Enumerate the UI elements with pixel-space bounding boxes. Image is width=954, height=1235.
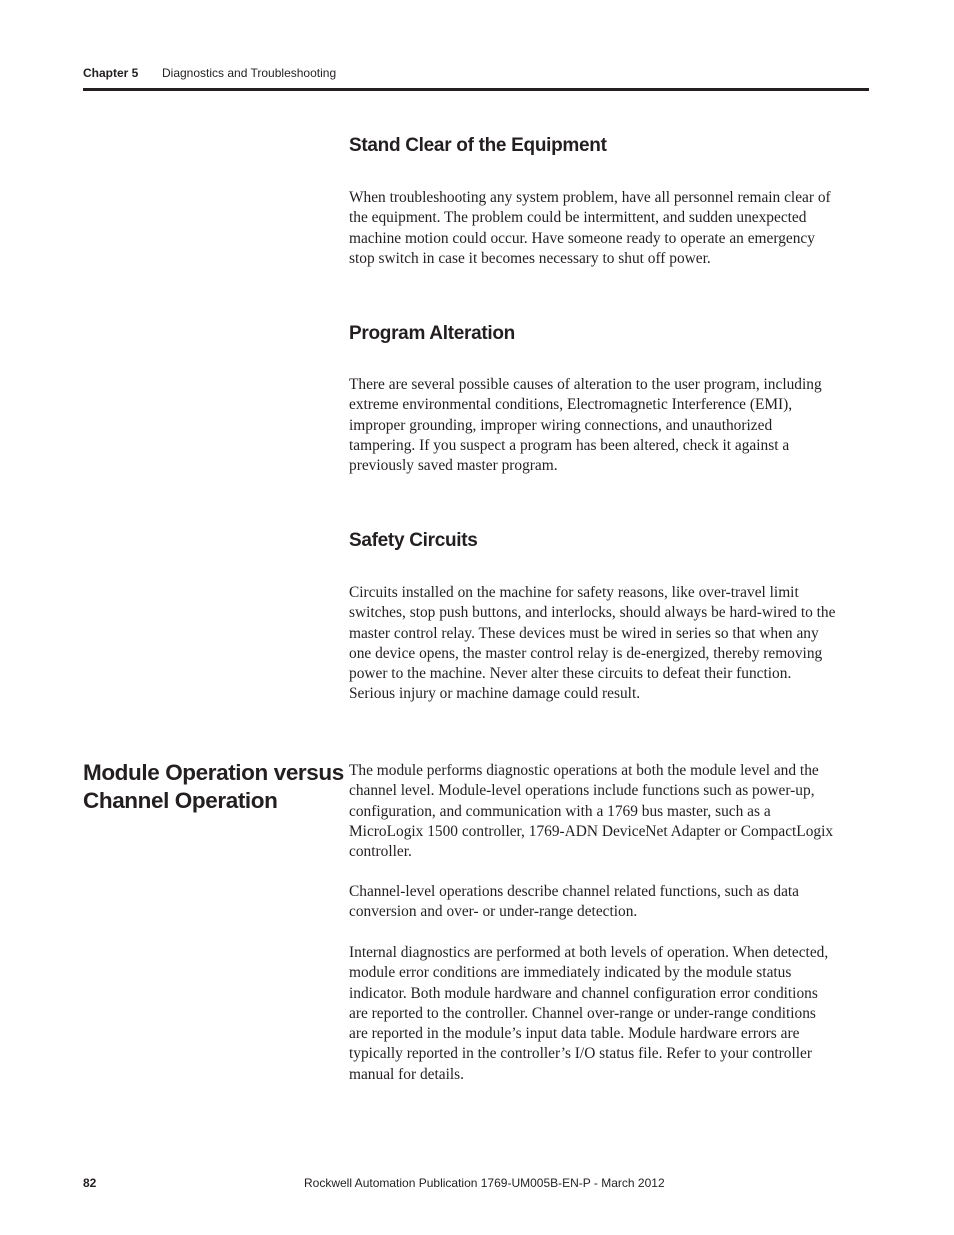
heading-line: Channel Operation [83, 788, 278, 813]
chapter-label: Chapter 5 [83, 66, 139, 80]
heading-stand-clear: Stand Clear of the Equipment [349, 135, 607, 156]
text-line: tampering. If you suspect a program has been altered, check it against a [349, 436, 790, 454]
text-line: power to the machine. Never alter these circuits to defeat their function. [349, 665, 792, 683]
text-line: conversion and over- or under-range detection. [349, 903, 638, 921]
text-line: Internal diagnostics are performed at both levels of operation. When detected, [349, 944, 829, 961]
text-line: stop switch in case it becomes necessary to shut off power. [349, 249, 711, 267]
text-line: are reported in the module’s input data table. Module hardware errors are [349, 1025, 800, 1043]
text-line: master control relay. These devices must be wired in series so that when any [349, 624, 819, 642]
heading-line: Module Operation versus [83, 760, 344, 785]
text-line: MicroLogix 1500 controller, 1769-ADN DeviceNet Adapter or CompactLogix [349, 822, 834, 840]
paragraph-program-alteration [349, 375, 871, 476]
heading-module-operation [83, 759, 344, 815]
text-line: extreme environmental conditions, Electromagnetic Interference (EMI), [349, 396, 793, 414]
text-line: When troubleshooting any system problem, have all personnel remain clear of [349, 189, 831, 206]
text-line: switches, stop push buttons, and interlocks, should always be hard-wired to the [349, 604, 836, 622]
text-line: Serious injury or machine damage could result. [349, 685, 641, 703]
header-rule [83, 88, 869, 91]
text-line: module error conditions are immediately indicated by the module status [349, 964, 792, 982]
chapter-title: Diagnostics and Troubleshooting [162, 66, 337, 80]
text-line: typically reported in the controller’s I/O status file. Refer to your controller [349, 1045, 813, 1063]
page-number: 82 [83, 1176, 97, 1190]
text-line: the equipment. The problem could be intermittent, and sudden unexpected [349, 209, 807, 227]
text-line: Circuits installed on the machine for safety reasons, like over-travel limit [349, 584, 799, 601]
paragraph-stand-clear [349, 188, 871, 269]
text-line: manual for details. [349, 1065, 464, 1083]
text-line: one device opens, the master control relay is de-energized, thereby removing [349, 644, 823, 662]
text-line: indicator. Both module hardware and channel configuration error conditions [349, 984, 818, 1002]
publication-info: Rockwell Automation Publication 1769-UM005B-EN-P - March 2012 [304, 1176, 665, 1190]
paragraph-module-operation-3 [349, 943, 871, 1085]
text-line: previously saved master program. [349, 457, 558, 475]
paragraph-module-operation-2 [349, 882, 871, 923]
text-line: The module performs diagnostic operations at both the module level and the [349, 762, 819, 779]
text-line: are reported to the controller. Channel over-range or under-range conditions [349, 1004, 816, 1022]
text-line: configuration, and communication with a 1769 bus master, such as a [349, 802, 771, 820]
text-line: controller. [349, 843, 412, 861]
running-header [83, 66, 336, 80]
paragraph-module-operation-1 [349, 761, 871, 862]
text-line: There are several possible causes of alteration to the user program, including [349, 376, 822, 393]
text-line: improper grounding, improper wiring connections, and unauthorized [349, 416, 773, 434]
heading-safety-circuits: Safety Circuits [349, 530, 478, 551]
text-line: Channel-level operations describe channel related functions, such as data [349, 883, 800, 900]
heading-program-alteration: Program Alteration [349, 323, 515, 344]
paragraph-safety-circuits [349, 583, 871, 705]
text-line: channel level. Module-level operations include functions such as power-up, [349, 782, 815, 800]
text-line: machine motion could occur. Have someone ready to operate an emergency [349, 229, 815, 247]
